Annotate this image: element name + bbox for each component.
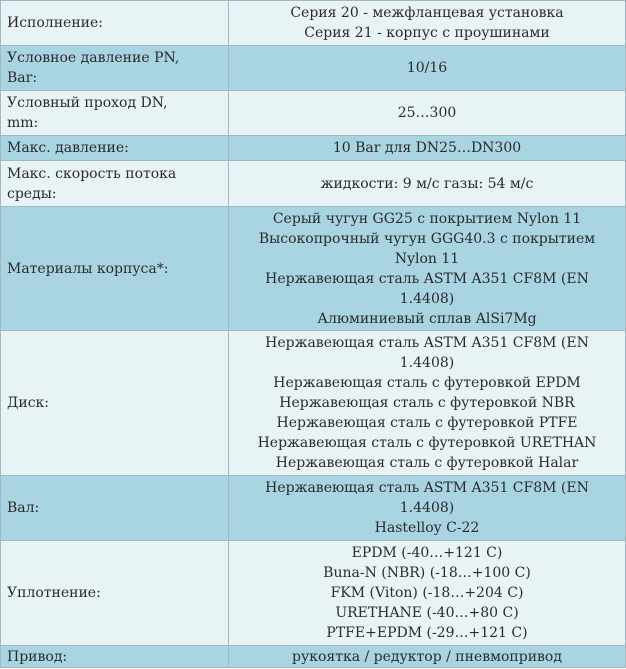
row-value <box>229 136 626 161</box>
value-line: Серия 21 - корпус с проушинами <box>304 25 550 41</box>
value-line: Нержавеющая сталь ASTM A351 CF8M (EN <box>265 480 589 496</box>
label-line: mm: <box>7 115 39 131</box>
row-nominal-pressure <box>1 46 626 91</box>
label-line: Макс. давление: <box>7 140 129 156</box>
row-value <box>229 331 626 476</box>
value-line: рукоятка / редуктор / пневмопривод <box>292 648 562 665</box>
value-line: Высокопрочный чугун GGG40.3 с покрытием <box>258 230 596 247</box>
row-label <box>1 331 229 476</box>
row-value <box>229 91 626 136</box>
row-value <box>229 541 626 646</box>
value-line: Нержавеющая сталь с футеровкой Halar <box>275 455 579 471</box>
label-line: Вал: <box>7 500 40 516</box>
label-line: среды: <box>7 185 57 202</box>
row-value <box>229 1 626 46</box>
row-label <box>1 46 229 91</box>
row-label <box>1 161 229 207</box>
value-line: Hastelloy C-22 <box>374 520 480 536</box>
row-value <box>229 46 626 91</box>
row-max-pressure <box>1 136 626 161</box>
row-shaft <box>1 476 626 541</box>
value-line: PTFE+EPDM (-29…+121 C) <box>326 625 528 641</box>
label-line: Макс. скорость потока <box>7 165 177 182</box>
value-line: Нержавеющая сталь с футеровкой PTFE <box>276 415 578 431</box>
value-line: Нержавеющая сталь с футеровкой NBR <box>279 395 575 411</box>
row-sealing <box>1 541 626 646</box>
value-line: Нержавеющая сталь ASTM A351 CF8M (EN <box>265 270 589 287</box>
row-nominal-diameter <box>1 91 626 136</box>
value-line: Серия 20 - межфланцевая установка <box>290 5 564 21</box>
row-label <box>1 476 229 541</box>
value-line: 25…300 <box>397 105 457 121</box>
value-line: 10/16 <box>406 60 448 76</box>
label-line: Материалы корпуса*: <box>7 260 169 277</box>
row-execution <box>1 1 626 46</box>
value-line: EPDM (-40…+121 C) <box>351 545 503 561</box>
value-line: Алюминиевый сплав AlSi7Mg <box>317 310 537 327</box>
label-line: Условное давление PN, <box>7 50 180 66</box>
label-line: Bar: <box>7 70 38 86</box>
value-line: Buna-N (NBR) (-18…+100 C) <box>323 565 531 581</box>
label-line: Диск: <box>7 395 50 411</box>
value-line: Нержавеющая сталь ASTM A351 CF8M (EN <box>265 335 589 351</box>
row-body-materials <box>1 207 626 331</box>
row-value <box>229 207 626 331</box>
row-label <box>1 207 229 331</box>
row-value <box>229 646 626 668</box>
row-value <box>229 161 626 207</box>
value-line: 1.4408) <box>399 500 455 516</box>
value-line: 10 Bar для DN25…DN300 <box>332 140 522 156</box>
row-max-flow-speed <box>1 161 626 207</box>
value-line: жидкости: 9 м/с газы: 54 м/с <box>320 175 534 192</box>
label-line: Уплотнение: <box>7 585 101 601</box>
value-line: Nylon 11 <box>394 250 460 267</box>
value-line: Нержавеющая сталь с футеровкой URETHAN <box>257 435 597 451</box>
label-line: Условный проход DN, <box>7 95 168 111</box>
row-label <box>1 1 229 46</box>
row-actuator <box>1 646 626 668</box>
value-line: FKM (Viton) (-18…+204 C) <box>330 585 524 601</box>
value-line: 1.4408) <box>399 290 455 307</box>
row-label <box>1 136 229 161</box>
value-line: URETHANE (-40…+80 C) <box>335 605 519 621</box>
row-label <box>1 646 229 668</box>
row-label <box>1 541 229 646</box>
value-line: 1.4408) <box>399 355 455 371</box>
label-line: Исполнение: <box>7 15 103 31</box>
value-line: Серый чугун GG25 с покрытием Nylon 11 <box>272 210 582 227</box>
label-line: Привод: <box>7 648 68 665</box>
value-line: Нержавеющая сталь с футеровкой EPDM <box>273 375 581 391</box>
row-label <box>1 91 229 136</box>
row-value <box>229 476 626 541</box>
row-disc <box>1 331 626 476</box>
